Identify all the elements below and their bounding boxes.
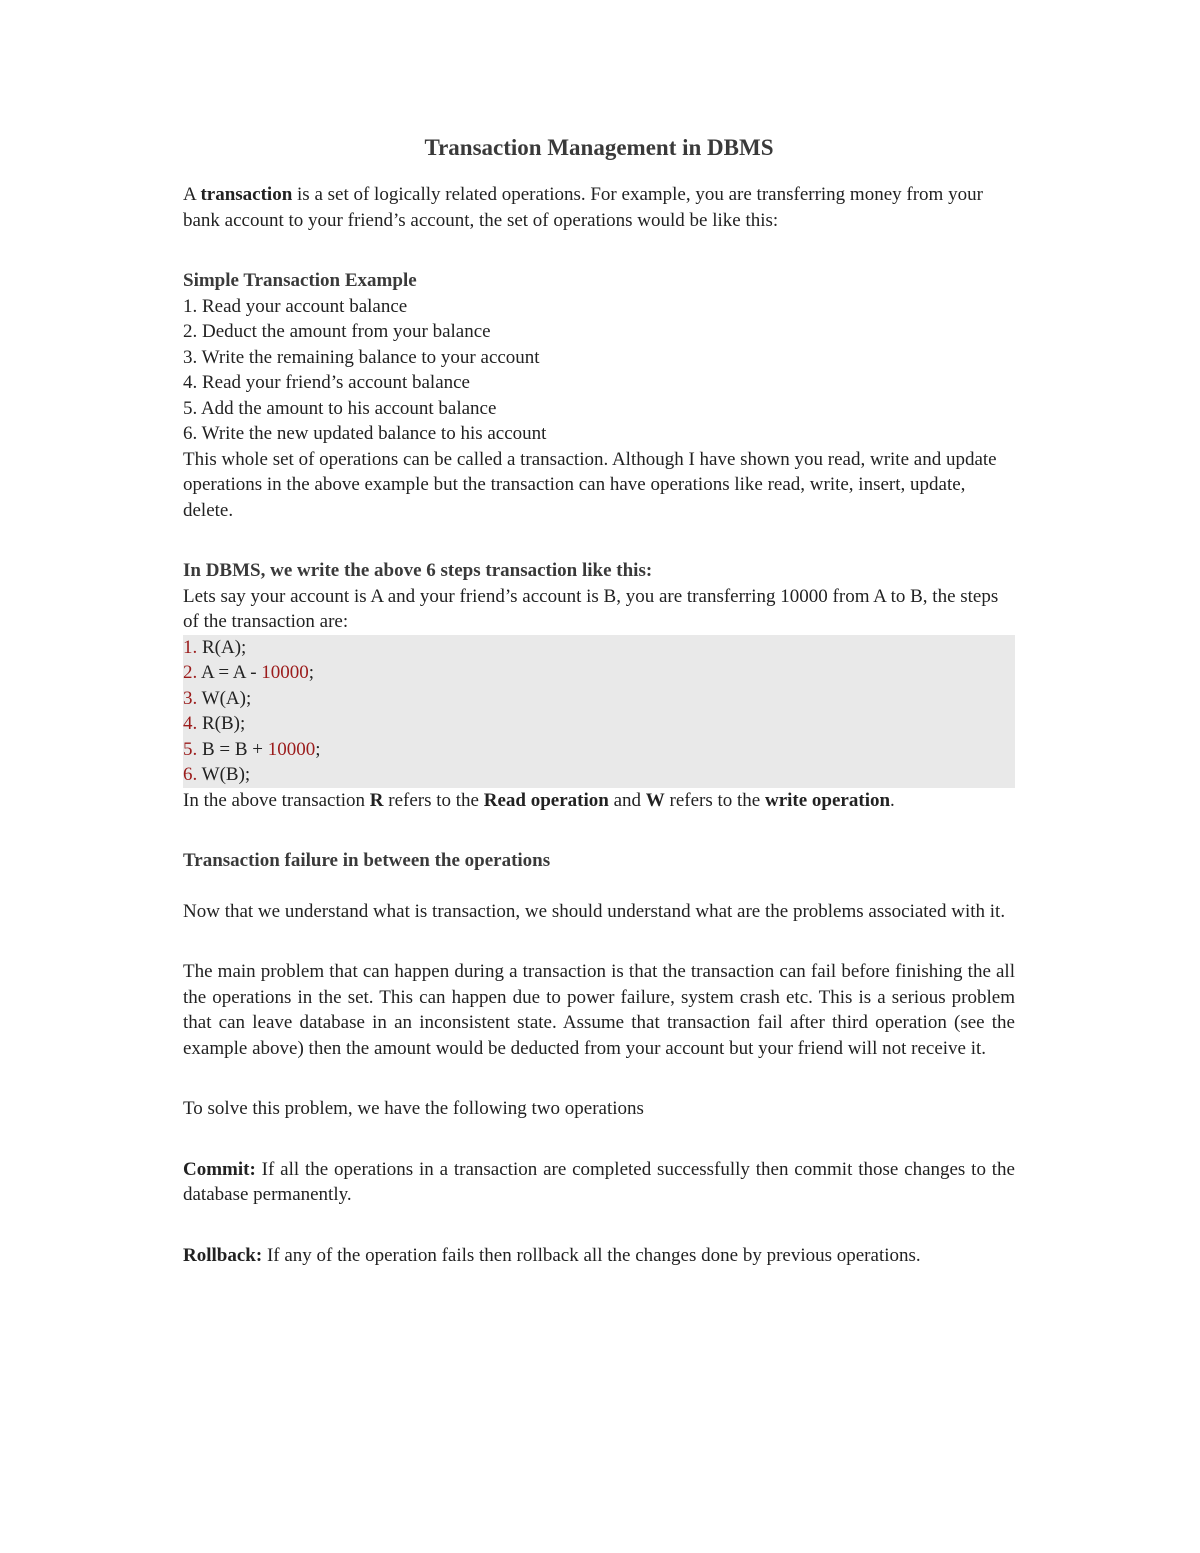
line-number: 2. [183,662,198,683]
code-text: ; [315,738,321,760]
code-text: R(B); [197,713,246,734]
code-line [183,737,1015,763]
line-number: 5. [183,738,198,760]
commit-text: If all the operations in a transaction are completed successfully then commit those changes to the database permanently. [183,1158,1015,1205]
code-text: ; [308,662,315,683]
intro-paragraph [183,182,1015,233]
code-line [183,686,1015,712]
explain-text: refers to the [383,789,484,811]
commit-paragraph [183,1157,1015,1208]
simple-example-summary: This whole set of operations can be called a transaction. Although I have shown you read, write and update operations in the above example but the transaction can have operations like read, write, insert, update, delete. [183,448,997,521]
intro-prefix: A [183,184,201,205]
step-item: 5. Add the amount to his account balance [183,397,497,419]
operation-explanation [183,788,1015,814]
line-number: 4. [183,713,198,734]
explain-text: and [608,789,646,811]
step-item: 1. Read your account balance [183,295,408,317]
dbms-section-heading: In DBMS, we write the above 6 steps transaction like this: [183,560,653,581]
code-text: R(A); [197,636,247,658]
step-item: 4. Read your friend’s account balance [183,372,470,393]
explain-bold: R [369,789,384,811]
code-line [183,660,1015,686]
code-block [183,635,1015,788]
explain-text: . [890,789,895,811]
step-item: 2. Deduct the amount from your balance [183,321,491,342]
rollback-paragraph [183,1243,1015,1269]
failure-para-3: To solve this problem, we have the following two operations [183,1098,644,1119]
line-number: 3. [183,687,198,709]
intro-term: transaction [200,184,293,205]
code-literal: 10000 [261,662,309,683]
line-number: 1. [183,636,198,658]
explain-text: refers to the [664,789,765,811]
explain-text: In the above transaction [183,789,370,811]
step-item: 3. Write the remaining balance to your account [183,346,540,368]
commit-label: Commit: [183,1158,256,1180]
document-page [183,130,1015,1268]
step-item: 6. Write the new updated balance to his account [183,423,547,444]
intro-rest: is a set of logically related operations. For example, you are transferring money from your bank account to your friend’s account, the set of operations would be like this: [183,184,983,231]
rollback-label: Rollback: [183,1244,263,1266]
line-number: 6. [183,764,198,785]
failure-para-1: Now that we understand what is transaction, we should understand what are the problems associated with it. [183,900,1006,922]
failure-para-2: The main problem that can happen during a transaction is that the transaction can fail before finishing the all the operations in the set. This can happen due to power failure, system crash etc. This is a serious problem that can leave database in an inconsistent state. Assume that transaction fail after third operation (see the example above) then the amount would be deducted from your account but your friend will not receive it. [183,961,1015,1059]
simple-example-heading: Simple Transaction Example [183,270,417,291]
code-text: W(A); [197,687,252,709]
code-line [183,762,1015,788]
explain-bold: Read operation [483,789,609,811]
code-text: B = B + [197,738,268,760]
code-line [183,635,1015,661]
code-text: W(B); [197,764,251,785]
explain-bold: write operation [764,789,891,811]
rollback-text: If any of the operation fails then rollback all the changes done by previous operations. [262,1244,921,1266]
code-literal: 10000 [267,738,316,760]
explain-bold: W [645,789,665,811]
document-title: Transaction Management in DBMS [424,135,774,160]
dbms-section-intro: Lets say your account is A and your friend’s account is B, you are transferring 10000 from A to B, the steps of the transaction are: [183,585,999,632]
code-line [183,711,1015,737]
failure-section-heading: Transaction failure in between the operations [183,850,551,871]
code-text: A = A - [197,662,262,683]
